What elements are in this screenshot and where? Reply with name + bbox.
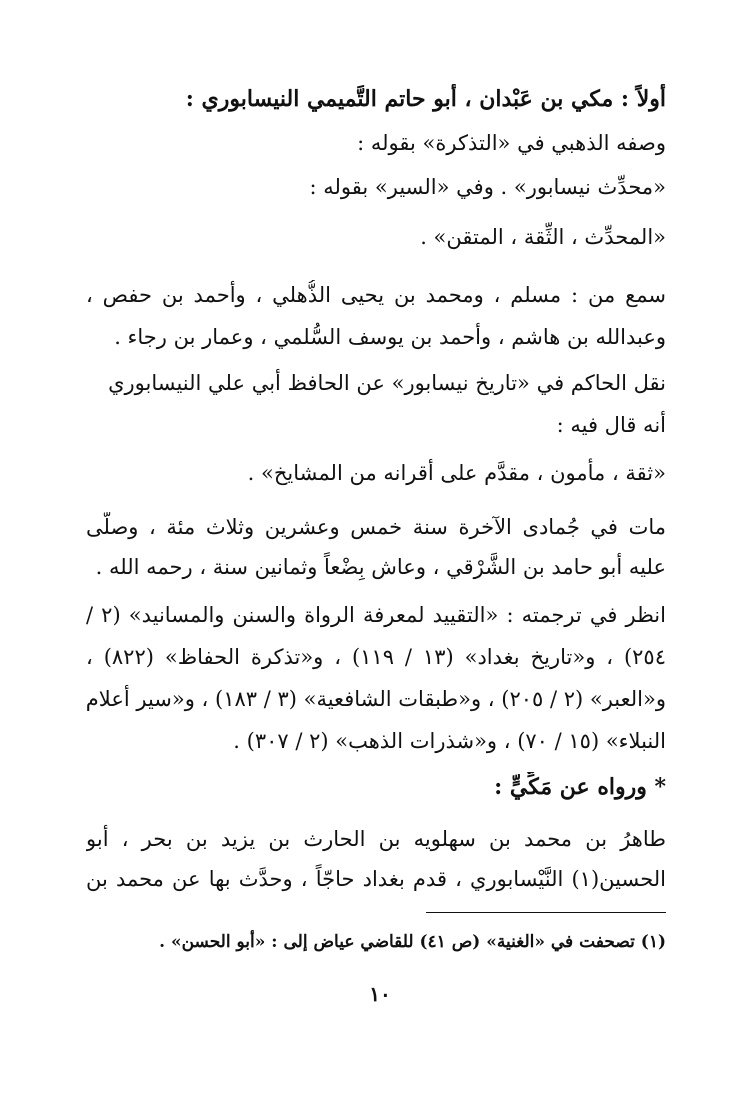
subsection-heading: * ورواه عن مَكِّيٍّ : (494, 774, 666, 800)
text-line: سمع من : مسلم ، ومحمد بن يحيى الذُّهلي ، وأحمد بن حفص ، (86, 283, 666, 307)
text-line: «ثقة ، مأمون ، مقدَّم على أقرانه من المشايخ» . (247, 461, 666, 485)
section-heading: أولاً : مكي بن عَبْدان ، أبو حاتم التَّميمي النيسابوري : (185, 86, 666, 112)
text-line: النبلاء» (١٥ / ٧٠) ، و«شذرات الذهب» (٢ / ٣٠٧) . (233, 729, 666, 753)
text-line: طاهرُ بن محمد بن سهلويه بن الحارث بن يزيد بن بحر ، أبو (86, 827, 666, 851)
footnote: (١) تصحفت في «الغنية» (ص ٤١) للقاضي عياض إلى : «أبو الحسن» . (159, 932, 666, 952)
text-line: «محدِّث نيسابور» . وفي «السير» بقوله : (309, 175, 666, 199)
text-line: وصفه الذهبي في «التذكرة» بقوله : (357, 131, 666, 155)
text-line: عليه أبو حامد بن الشَّرْقي ، وعاش بِضْعاً وثمانين سنة ، رحمه الله . (95, 555, 666, 579)
text-line: و«العبر» (٢ / ٢٠٥) ، و«طبقات الشافعية» (٣ / ١٨٣) ، و«سير أعلام (86, 687, 666, 711)
text-line: ٢٥٤) ، و«تاريخ بغداد» (١٣ / ١١٩) ، و«تذكرة الحفاظ» (٨٢٢) ، (86, 645, 666, 669)
text-line: انظر في ترجمته : «التقييد لمعرفة الرواة والسنن والمسانيد» (٢ / (86, 603, 666, 627)
text-line: «المحدِّث ، الثِّقة ، المتقن» . (420, 225, 666, 249)
text-line: الحسين(١) النَّيْسابوري ، قدم بغداد حاجّاً ، وحدَّث بها عن محمد بن (86, 867, 666, 891)
page-number: ١٠ (369, 982, 391, 1006)
footnote-divider (426, 912, 666, 913)
text-line: وعبدالله بن هاشم ، وأحمد بن يوسف السُّلمي ، وعمار بن رجاء . (114, 325, 666, 349)
text-line: أنه قال فيه : (556, 413, 666, 437)
text-line: نقل الحاكم في «تاريخ نيسابور» عن الحافظ أبي علي النيسابوري (108, 371, 666, 395)
text-line: مات في جُمادى الآخرة سنة خمس وعشرين وثلاث مئة ، وصلَّى (86, 515, 666, 539)
